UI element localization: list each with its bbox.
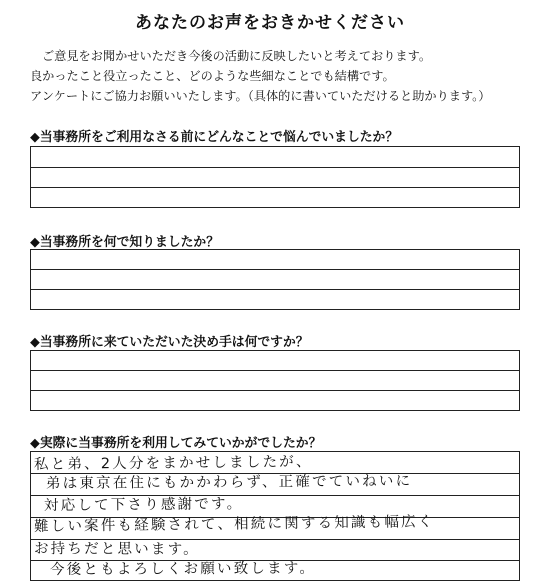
question-4-label: ◆実際に当事務所を利用してみていかがでしたか？ bbox=[30, 436, 322, 451]
handwritten-line-3: 対応して下さり感謝です。 bbox=[43, 496, 244, 514]
handwritten-line-1: 私と弟、2人分をまかせしましたが、 bbox=[33, 454, 313, 473]
answer-box-1[interactable] bbox=[30, 146, 520, 208]
answer-line bbox=[31, 187, 519, 188]
answer-line bbox=[31, 370, 519, 371]
intro-line-2: 良かったこと役立ったこと、どのような些細なことでも結構です。 bbox=[30, 69, 395, 83]
answer-line bbox=[31, 167, 519, 168]
question-1-label: ◆当事務所をご利用なさる前にどんなことで悩んでいましたか？ bbox=[30, 130, 399, 145]
handwritten-line-4: 難しい案件も経験されて、相続に関する知識も幅広く bbox=[33, 514, 435, 535]
answer-line bbox=[31, 390, 519, 391]
intro-line-1: ご意見をお聞かせいただき今後の活動に反映したいと考えております。 bbox=[42, 49, 432, 63]
answer-box-2[interactable] bbox=[30, 249, 520, 310]
answer-line bbox=[31, 289, 519, 290]
answer-line bbox=[31, 269, 519, 270]
handwritten-line-6: 今後ともよろしくお願い致します。 bbox=[49, 560, 317, 578]
handwritten-line-5: お持ちだと思います。 bbox=[33, 541, 200, 558]
handwritten-line-2: 弟は東京在住にもかかわらず、正確でていねいに bbox=[45, 473, 413, 492]
intro-text bbox=[30, 46, 535, 106]
question-3-label: ◆当事務所に来ていただいた決め手は何ですか？ bbox=[30, 335, 309, 350]
question-2-label: ◆当事務所を何で知りましたか？ bbox=[30, 235, 219, 250]
intro-line-3: アンケートにご協力お願いいたします。（具体的に書いていただけると助かります。） bbox=[30, 89, 491, 103]
page-title: あなたのお声をおきかせください bbox=[135, 13, 405, 33]
answer-box-3[interactable] bbox=[30, 350, 520, 411]
